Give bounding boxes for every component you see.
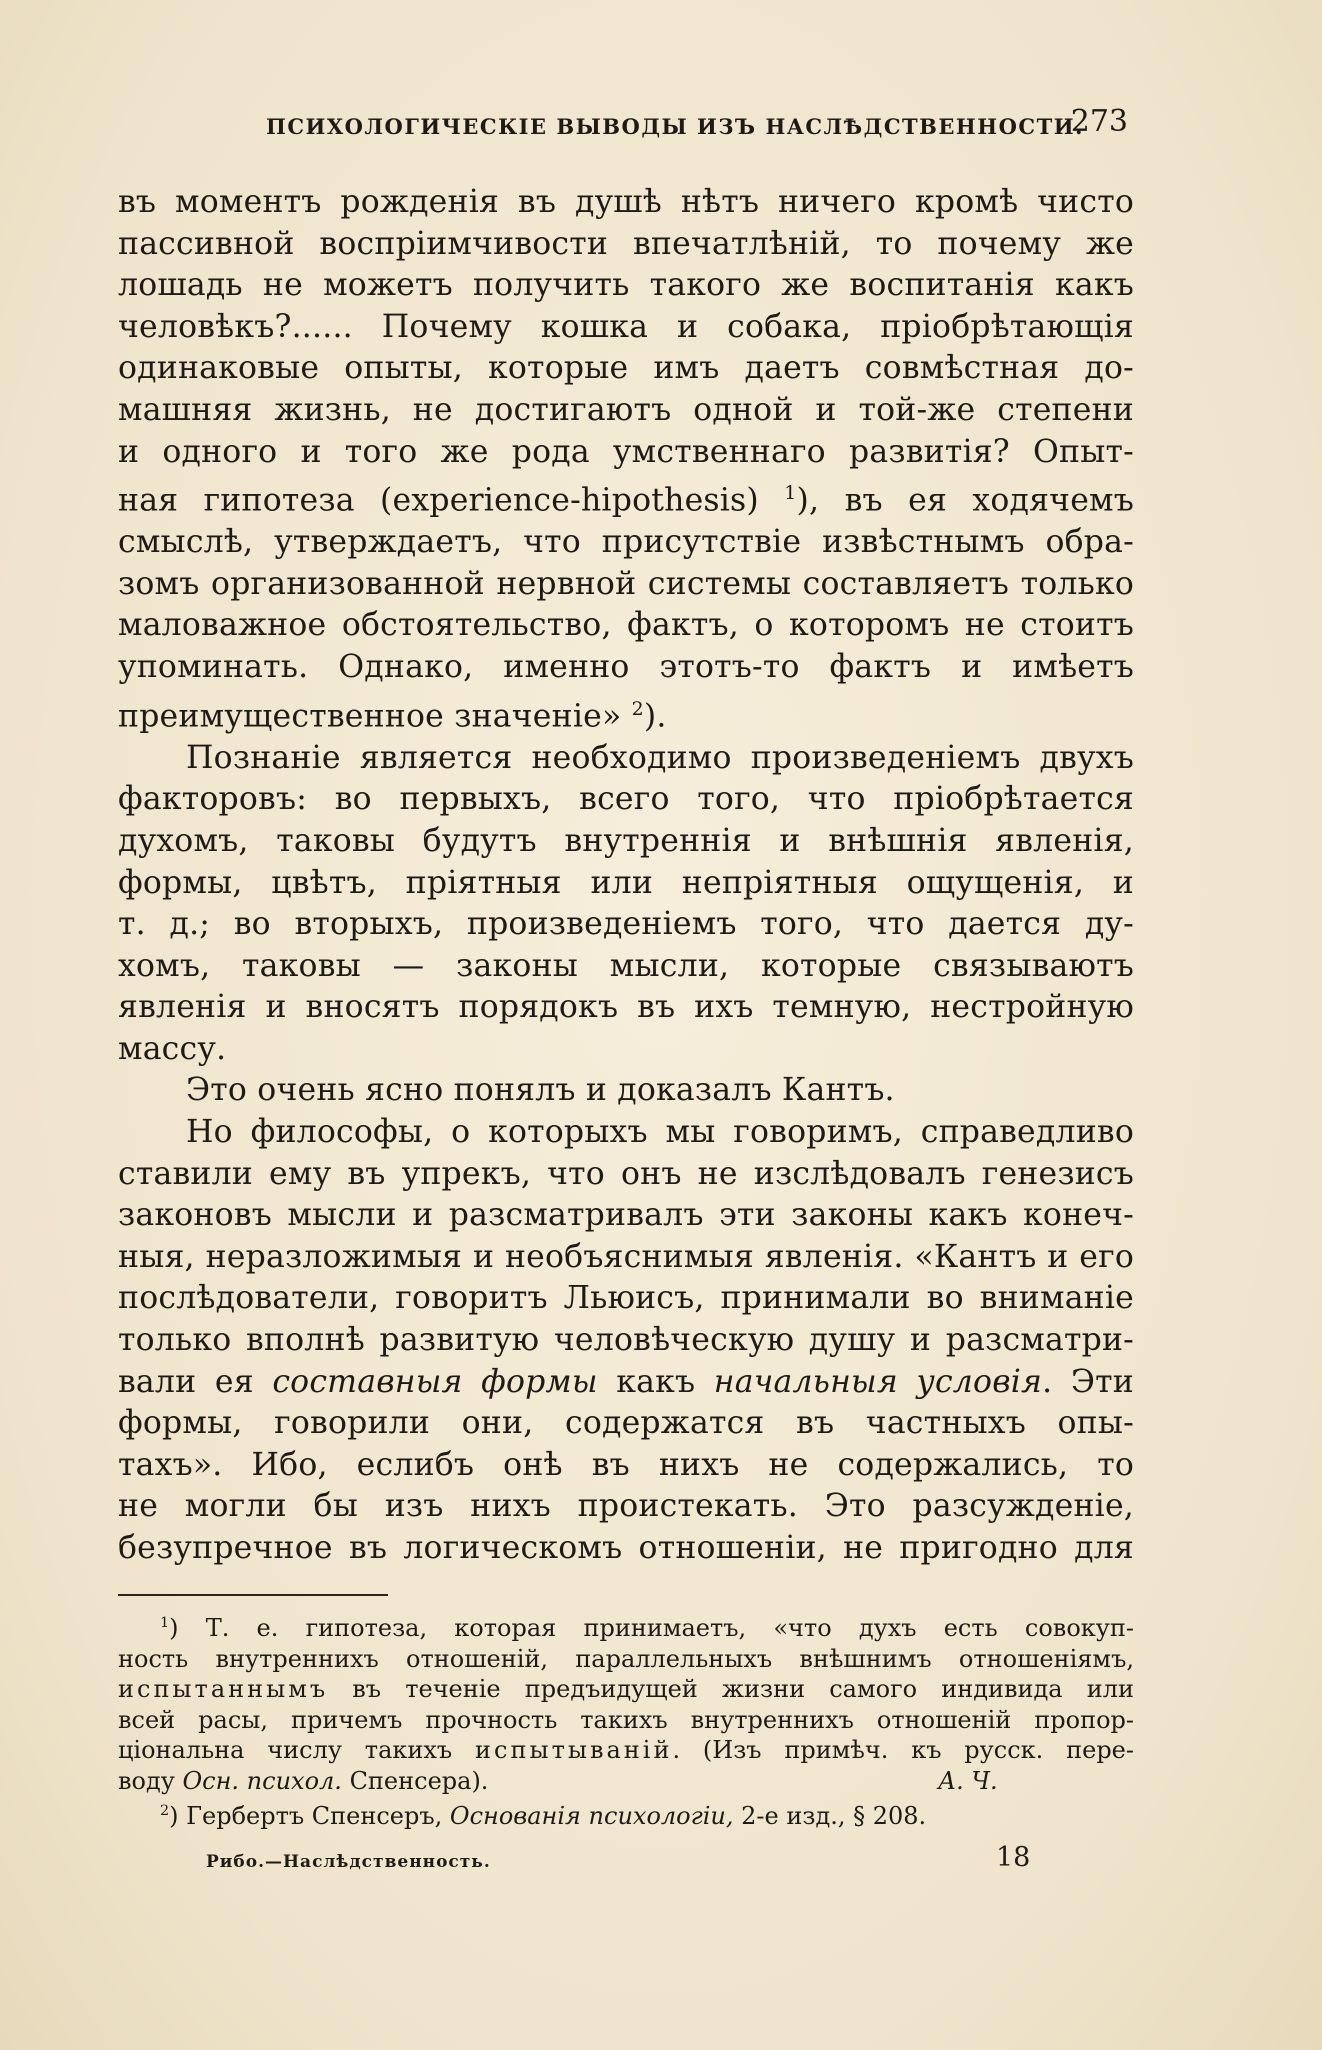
footnote-marker: 2 xyxy=(160,1803,170,1819)
text-line: явленія и вносятъ порядокъ въ ихъ темную, нестройную xyxy=(118,989,1134,1026)
text-line: Это очень ясно понялъ и доказалъ Кантъ. xyxy=(186,1072,895,1109)
main-text xyxy=(118,182,1134,1570)
text-line: машняя жизнь, не достигаютъ одной и той-же степени xyxy=(118,391,1134,428)
footnote-line: всей расы, причемъ прочность такихъ внутреннихъ отношеній пропор- xyxy=(118,1705,1134,1734)
sheet-number: 18 xyxy=(996,1842,1031,1873)
italic-term: начальныя условія xyxy=(713,1363,1043,1400)
spaced-word: испытаннымъ xyxy=(118,1675,329,1703)
text-fragment: . Эти xyxy=(1042,1363,1134,1400)
text-fragment: . (Изъ примѣч. къ русск. пере- xyxy=(672,1736,1134,1764)
text-line: маловажное обстоятельство, фактъ, о которомъ не стоитъ xyxy=(118,607,1134,644)
text-line: только вполнѣ развитую человѣческую душу и разсматри- xyxy=(118,1322,1134,1359)
text-fragment: ная гипотеза (experience-hipothesis) xyxy=(118,482,785,519)
text-line xyxy=(118,473,1134,522)
footnote-1 xyxy=(118,1608,1134,1796)
italic-title: Основанія психологіи, xyxy=(449,1802,734,1830)
footnote-line xyxy=(118,1735,1134,1766)
text-fragment: ) Т. е. гипотеза, которая принимаетъ, «что духъ есть совокуп- xyxy=(169,1614,1134,1642)
paragraph-4 xyxy=(118,1112,1134,1570)
footnote-line xyxy=(118,1766,1134,1797)
text-fragment: преимущественное значеніе» xyxy=(118,698,632,735)
footnote-line: ность внутреннихъ отношеній, параллельныхъ внѣшнимъ отношеніямъ, xyxy=(118,1644,1134,1673)
text-line: человѣкъ?...... Почему кошка и собака, пріобрѣтающія xyxy=(118,308,1134,345)
text-line: формы, цвѣтъ, пріятныя или непріятныя ощущенія, и xyxy=(118,864,1134,901)
footnote-line xyxy=(118,1796,1134,1832)
text-line: массу. xyxy=(118,1030,227,1067)
text-line: въ моментъ рожденія въ душѣ нѣтъ ничего кромѣ чисто xyxy=(118,184,1134,220)
signature-mark: Рибо.—Наслѣдственность. xyxy=(206,1852,491,1872)
text-line: духомъ, таковы будутъ внутреннія и внѣшнія явленія, xyxy=(118,822,1134,859)
text-fragment: воду xyxy=(118,1766,183,1795)
footnotes xyxy=(118,1608,1134,1832)
text-line: хомъ, таковы — законы мысли, которые связываютъ xyxy=(118,947,1134,984)
paragraph-3 xyxy=(118,1070,1134,1112)
text-fragment: вали ея xyxy=(118,1363,273,1400)
text-line: не могли бы изъ нихъ проистекать. Это разсужденіе, xyxy=(118,1488,1134,1525)
text-line: пассивной воспріимчивости впечатлѣній, то почему же xyxy=(118,225,1134,262)
running-title: ПСИХОЛОГИЧЕСКІЕ ВЫВОДЫ ИЗЪ НАСЛѢДСТВЕННОСТИ. xyxy=(266,114,1084,139)
text-line: тахъ». Ибо, еслибъ онѣ въ нихъ не содержались, то xyxy=(118,1446,1134,1483)
text-fragment: въ теченіе предъидущей жизни самого индивида или xyxy=(328,1675,1134,1703)
text-line: Познаніе является необходимо произведеніемъ двухъ xyxy=(186,739,1134,776)
italic-term: составныя формы xyxy=(272,1363,598,1400)
text-line: ныя, неразложимыя и необъяснимыя явленія. «Кантъ и его xyxy=(118,1238,1134,1275)
page-footer xyxy=(0,1838,1322,1878)
footnote-line xyxy=(118,1608,1134,1644)
text-line: безупречное въ логическомъ отношеніи, не пригодно для xyxy=(118,1530,1134,1566)
footnote-divider xyxy=(118,1594,388,1596)
text-line: упоминать. Однако, именно этотъ-то фактъ и имѣетъ xyxy=(118,649,1134,686)
text-line: ставили ему въ упрекъ, что онъ не изслѣдовалъ генезисъ xyxy=(118,1155,1134,1192)
paragraph-2 xyxy=(118,738,1134,1071)
page-header xyxy=(118,104,1128,148)
italic-title: Осн. психол. xyxy=(182,1766,342,1795)
text-line: одинаковые опыты, которые имъ даетъ совмѣстная до- xyxy=(118,350,1134,387)
text-line: т. д.; во вторыхъ, произведеніемъ того, что дается ду- xyxy=(118,906,1134,943)
text-fragment: ). xyxy=(643,698,667,735)
text-line: и одного и того же рода умственнаго развитія? Опыт- xyxy=(118,433,1134,470)
footnote-ref-1[interactable]: 1 xyxy=(784,482,797,505)
text-fragment: Спенсера). xyxy=(341,1766,489,1795)
paragraph-1 xyxy=(118,182,1134,738)
text-line: формы, говорили они, содержатся въ частныхъ опы- xyxy=(118,1405,1134,1442)
text-line: факторовъ: во первыхъ, всего того, что пріобрѣтается xyxy=(118,781,1134,818)
footnote-2 xyxy=(118,1796,1134,1832)
text-fragment: ) Гербертъ Спенсеръ, xyxy=(169,1802,450,1830)
text-fragment: какъ xyxy=(597,1363,714,1400)
translator-signature: А. Ч. xyxy=(938,1766,998,1795)
page-number: 273 xyxy=(1070,104,1128,139)
text-line xyxy=(118,689,1134,738)
text-fragment: ), въ ея ходячемъ xyxy=(796,482,1134,519)
footnote-line xyxy=(118,1674,1134,1705)
footnote-marker: 1 xyxy=(160,1615,170,1631)
text-fragment: 2-е изд., § 208. xyxy=(733,1802,927,1830)
text-line: послѣдователи, говоритъ Льюисъ, принимали во вниманіе xyxy=(118,1280,1134,1317)
spaced-word: испытываній xyxy=(475,1736,673,1764)
footnote-ref-2[interactable]: 2 xyxy=(631,697,644,720)
text-line: законовъ мысли и разсматривалъ эти законы какъ конеч- xyxy=(118,1197,1134,1234)
text-line: Но философы, о которыхъ мы говоримъ, справедливо xyxy=(186,1114,1134,1151)
text-line: лошадь не можетъ получить такого же воспитанія какъ xyxy=(118,267,1134,304)
text-line: зомъ организованной нервной системы составляетъ только xyxy=(118,565,1134,602)
text-line: смыслѣ, утверждаетъ, что присутствіе извѣстнымъ обра- xyxy=(118,524,1134,561)
text-fragment: ціональна числу такихъ xyxy=(118,1736,476,1764)
text-line xyxy=(118,1362,1134,1404)
